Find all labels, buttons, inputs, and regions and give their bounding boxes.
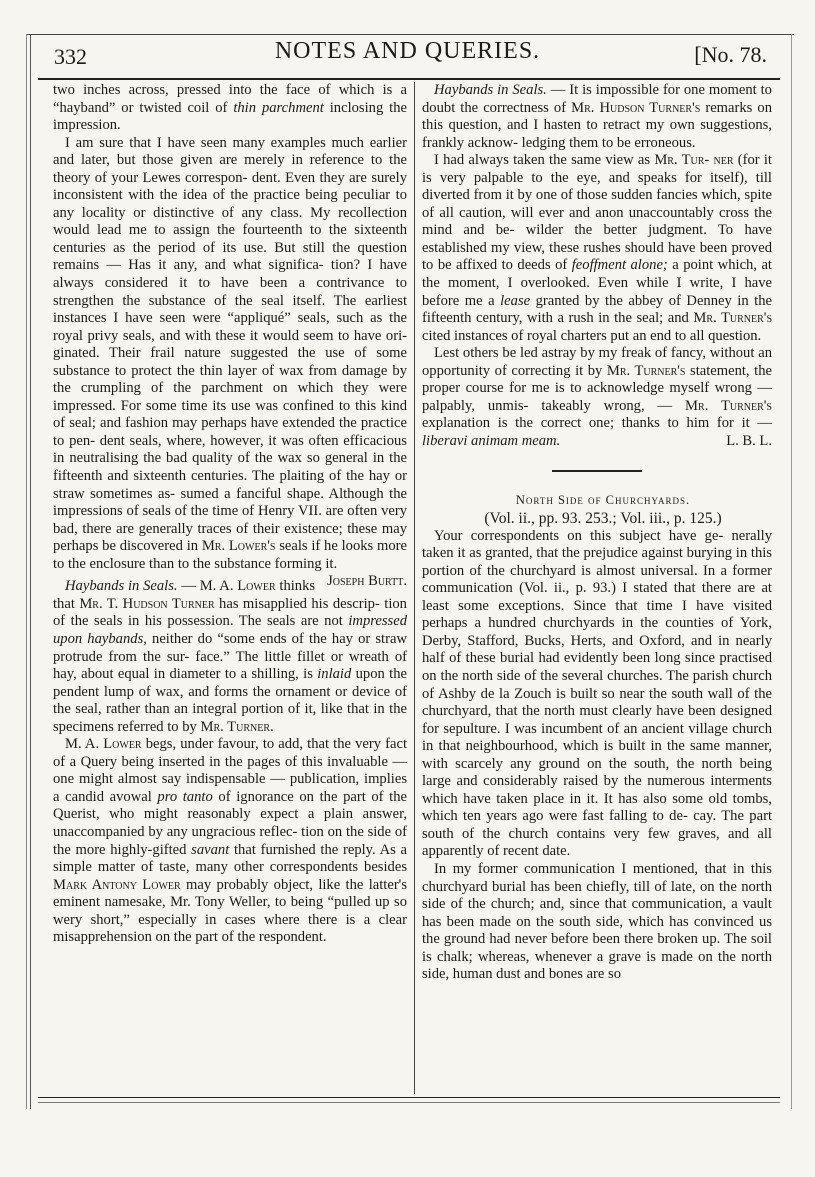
left-column bbox=[53, 82, 407, 947]
section-reference: (Vol. ii., pp. 93. 253.; Vol. iii., p. 125.) bbox=[484, 510, 722, 528]
running-head-title: NOTES AND QUERIES. bbox=[274, 38, 541, 64]
column-divider bbox=[414, 82, 415, 1094]
footer-rule bbox=[38, 1097, 780, 1098]
signature: Joseph Burtt. bbox=[327, 573, 407, 590]
paragraph: In my former communication I mentioned, that in this churchyard burial has been chiefly, till of late, on the north side of the church; and, since that communication, a vault has been made on the south side, which has convinced us the ground had never before been there broken up. The soil is chalk; whereas, whenever a grave is made on the north side, human dust and bones are so bbox=[422, 860, 772, 983]
page-number: 332 bbox=[54, 44, 87, 69]
paragraph: Your correspondents on this subject have ge- nerally taken it as granted, that the prejudice against burying in this portion of the churchyard is almost universal. In a former communication (Vol. ii., p. 93.) I stated that there are at least some exceptions. Since that time I have visited perhaps a hundred churchyards in the counties of York, Derby, Stafford, Bucks, Herts, and Oxford, and in nearly half of these burial had evidently been long since practised on the north side of the several churches. The parish church of Ashby de la Zouch is built so near the south wall of the churchyard, that the north must clearly have been designed for sepulture. I was incumbent of an ancient village church in that neighbourhood, which is built in the same manner, with scarcely any ground on the south, the north being large and considerably raised by the numerous interments which have taken place in it. It has also some old tombs, which ten years ago were fast falling to de- cay. The part south of the church contains very few graves, and all apparently of recent date. bbox=[422, 527, 772, 860]
paragraph: I had always taken the same view as Mr. Tur- ner (for it is very palpable to the eye, and speaks for itself), till diverted from it by one of those sudden fancies which, spite of all caution, will ever and anon unaccountably cross the mind and be- wilder the better judgment. To have established my view, these rushes should have been proved to be affixed to deeds of feoffment alone; a point which, at the moment, I overlooked. Even while I write, I have before me a lease granted by the abbey of Denney in the fifteenth century, with a rush in the seal; and Mr. Turner's cited instances of royal charters put an end to all question. bbox=[422, 152, 773, 344]
paragraph: M. A. Lower begs, under favour, to add, that the very fact of a Query being inserted in the pages of this invaluable — one might almost say indispensable — publication, implies a candid avowal pro tanto of ignorance on the part of the Querist, who might reasonably expect a plain answer, unaccompanied by any ungracious reflec- tion on the side of the more highly-gifted savant that furnished the reply. As a simple matter of taste, many other correspondents besides Mark Antony Lower may probably object, like the latter's eminent namesake, Mr. Tony Weller, to being “pulled up so wery short,” especially in cases where there is a clear misapprehension on the part of the respondent. bbox=[53, 736, 408, 946]
right-column bbox=[422, 82, 772, 984]
header-rule bbox=[38, 78, 780, 80]
paragraph: Haybands in Seals. — It is impossible for one moment to doubt the correctness of Mr. Hudson Turner's remarks on this question, and I hasten to retract my own suggestions, frankly acknow- ledging them to be erroneous. bbox=[422, 82, 772, 151]
paragraph: Lest others be led astray by my freak of fancy, without an opportunity of correcting it by Mr. Turner's statement, the proper course for me is to acknowledge myself wrong — palpably, unmis- takeably wrong, — Mr. Turner's explanation is the correct one; thanks to him for it — liberavi animam meam. L. B. L. bbox=[422, 345, 772, 449]
signature: L. B. L. bbox=[726, 432, 772, 449]
footer-rule-secondary bbox=[38, 1102, 780, 1103]
paragraph: Haybands in Seals. — M. A. Lower thinks that Mr. T. Hudson Turner has misapplied his descrip- tion of the seals in his possession. The seals are not impressed upon haybands, neither do “some ends of the hay or straw protrude from the sur- face.” The little fillet or wreath of hay, about equal in diameter to a shilling, is inlaid upon the pendent lump of wax, and forms the ornament or device of the seal, rather than an integral portion of it, like that in the specimens referred to by Mr. Turner. bbox=[53, 578, 407, 735]
section-title: North Side of Churchyards. bbox=[515, 493, 691, 508]
paragraph: two inches across, pressed into the face of which is a “hayband” or twisted coil of thin parchment inclosing the impression. bbox=[53, 82, 407, 134]
section-divider bbox=[552, 470, 642, 472]
issue-number: [No. 78. bbox=[694, 42, 767, 67]
paragraph: I am sure that I have seen many examples much earlier and later, but those given are merely in reference to the theory of your Lewes correspon- dent. Even they are surely inconsistent with the idea of the practice being peculiar to any locality or distinctive of any class. My recollection would lead me to assign the fourteenth to the sixteenth centuries as the period of its use. But still the question remains — Has it any, and what significa- tion? I have always considered it to have been a contrivance to strengthen the substance of the seal itself. The earliest instances I have seen were “appliqué” seals, such as the royal privy seals, and with these it would seem to have ori- ginated. Their frail nature suggested the use of some substance to protect the thin layer of wax from damage by the crumpling of the parchment on which they were impressed. For some time its use was confined to this kind of seal; and fashion may perhaps have extended the practice to pen- dent seals, where, however, it was often efficacious in neutralising the bad quality of the wax so general in the fifteenth and sixteenth centuries. The plaiting of the hay or straw sometimes as- sumed a fanciful shape. Although the impressions of seals of the time of Henry VII. are often very bad, there are generally traces of their existence; these may perhaps be discovered in Mr. Lower's seals if he looks more to the enclosure than to the substance forming it. Joseph Burtt. bbox=[53, 134, 407, 590]
